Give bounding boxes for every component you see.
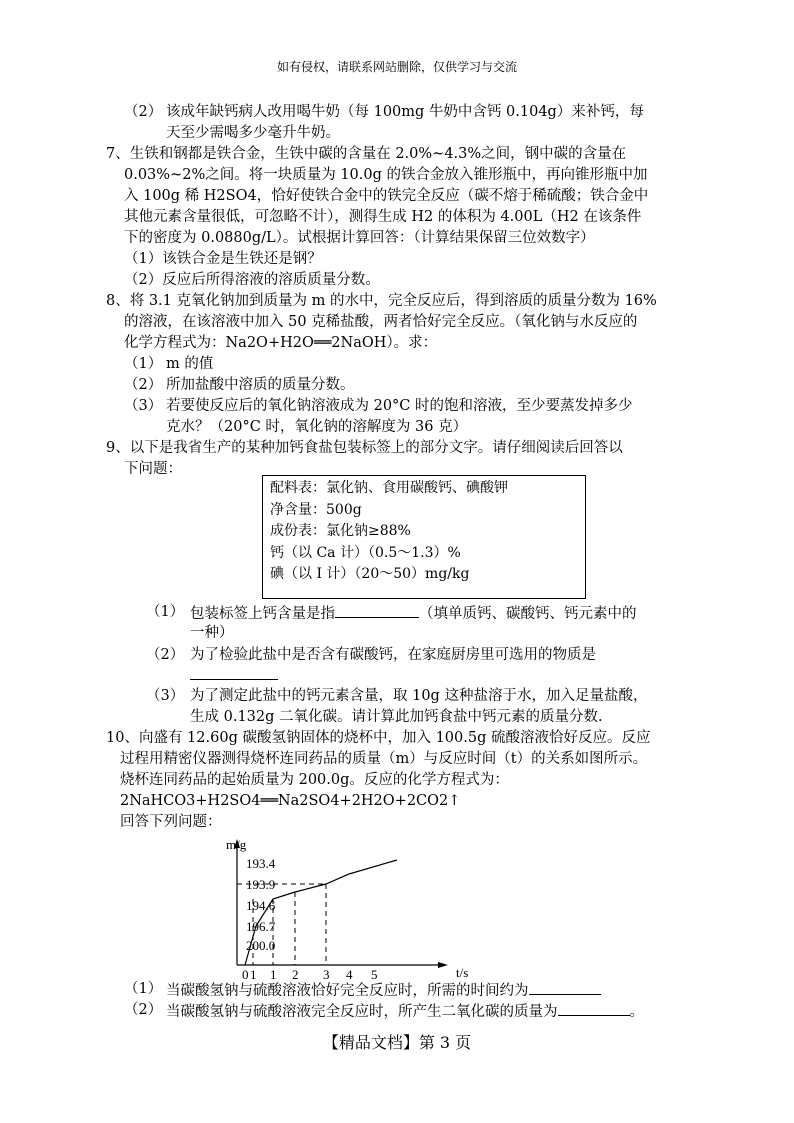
q10-sub1-text: 当碳酸氢钠与硫酸溶液恰好完全反应时，所需的时间约为: [166, 983, 529, 999]
chart-x-tick-1: 1: [250, 967, 257, 980]
q10-line2: 过程用精密仪器测得烧杯连同药品的质量（m）与反应时间（t）的关系如图所示。: [120, 751, 648, 767]
label-net-content: 净含量：500g: [270, 501, 362, 518]
q8-sub1: m 的值: [166, 356, 214, 372]
q7-line1: 7、生铁和钢都是铁合金，生铁中碳的含量在 2.0%~4.3%之间，钢中碳的含量在: [106, 146, 627, 162]
q7-line4: 其他元素含量很低，可忽略不计），测得生成 H2 的体积为 4.00L（H2 在该条件: [124, 209, 642, 225]
q9-sub1-line2: 一种）: [190, 625, 234, 641]
q10-sub2-number: （2）: [124, 1002, 163, 1018]
q10-sub2-line: [166, 1000, 644, 1023]
chart-x-label: t/s: [456, 965, 469, 980]
chart-x-tick-2: 1: [270, 967, 277, 980]
q7-sub1: （1）该铁合金是生铁还是钢？: [124, 251, 322, 267]
q6-sub2-number: （2）: [124, 104, 163, 120]
q7-sub2: （2）反应后所得溶液的溶质质量分数。: [124, 272, 380, 288]
q9-sub1-text-a: 包装标签上钙含量是指: [190, 606, 335, 622]
label-ingredients: 配料表：氯化钠、食用碳酸钙、碘酸钾: [270, 480, 508, 496]
q6-sub2-line2: 天至少需喝多少毫升牛奶。: [166, 125, 340, 141]
q10-line5: 回答下列问题：: [120, 814, 222, 830]
q9-sub1-number: （1）: [146, 604, 185, 620]
q8-sub3-line1: 若要使反应后的氧化钠溶液成为 20°C 时的饱和溶液，至少要蒸发掉多少: [166, 398, 633, 414]
q7-line3: 入 100g 稀 H2SO4，恰好使铁合金中的铁完全反应（碳不熔于稀硫酸；铁合金中: [124, 188, 649, 204]
q9-sub2-number: （2）: [146, 647, 185, 663]
q8-line2: 的溶液，在该溶液中加入 50 克稀盐酸，两者恰好完全反应。（氧化钠与水反应的: [124, 314, 638, 330]
q9-sub1-text-b: （填单质钙、碳酸钙、钙元素中的: [419, 606, 637, 622]
q10-sub2-text: 当碳酸氢钠与硫酸溶液完全反应时，所产生二氧化碳的质量为: [166, 1004, 558, 1020]
q9-line1: 9、以下是我省生产的某种加钙食盐包装标签上的部分文字。请仔细阅读后回答以: [106, 440, 623, 456]
q7-line2: 0.03%~2%之间。将一块质量为 10.0g 的铁合金放入锥形瓶中，再向锥形瓶中加: [124, 167, 648, 183]
q10-sub2-end: 。: [629, 1004, 644, 1020]
q8-sub3-number: （3）: [124, 398, 163, 414]
q9-line2: 下问题：: [124, 461, 182, 477]
q9-sub1-line1: [190, 602, 637, 625]
chart-y-tick-2: 194.6: [246, 898, 276, 913]
q8-line1: 8、将 3.1 克氧化钠加到质量为 m 的水中，完全反应后，得到溶质的质量分数为 16%: [106, 293, 657, 309]
q10-sub2-answer-blank[interactable]: [558, 1000, 630, 1016]
page-header: 如有侵权，请联系网站删除，仅供学习与交流: [276, 60, 517, 74]
chart-y-tick-3: 196.7: [246, 919, 276, 934]
q8-sub2-number: （2）: [124, 377, 163, 393]
q8-sub1-number: （1）: [124, 356, 163, 372]
page-footer: 【精品文档】第 3 页: [322, 1033, 472, 1052]
chart-x-tick-0: 0: [242, 967, 249, 980]
salt-package-label-box: [262, 475, 586, 599]
q9-sub2-answer-blank[interactable]: [190, 665, 278, 680]
q10-equation: 2NaHCO3+H2SO4══Na2SO4+2H2O+2CO2↑: [120, 793, 461, 809]
q10-sub1-line: [166, 979, 601, 1002]
chart-y-tick-labels: [246, 856, 276, 953]
chart-y-label: m/g: [226, 837, 247, 852]
chart-x-axis-arrow: [438, 962, 448, 968]
q10-line3: 烧杯连同药品的起始质量为 200.0g。反应的化学方程式为：: [120, 772, 509, 788]
q6-sub2-line1: 该成年缺钙病人改用喝牛奶（每 100mg 牛奶中含钙 0.104g）来补钙，每: [166, 104, 644, 120]
chart-y-tick-1: 193.9: [246, 877, 276, 892]
q9-sub3-line1: 为了测定此盐中的钙元素含量，取 10g 这种盐溶于水，加入足量盐酸，: [190, 688, 648, 704]
q10-sub1-answer-blank[interactable]: [529, 979, 601, 995]
q9-sub3-number: （3）: [146, 688, 185, 704]
q8-sub3-line2: 克水？（20°C 时，氧化钠的溶解度为 36 克）: [166, 419, 468, 435]
q10-sub1-number: （1）: [124, 981, 163, 997]
q10-line1: 10、向盛有 12.60g 碳酸氢钠固体的烧杯中，加入 100.5g 硫酸溶液恰好反应。反应: [106, 730, 651, 746]
q9-sub1-answer-blank[interactable]: [335, 602, 419, 618]
q9-sub2: 为了检验此盐中是否含有碳酸钙，在家庭厨房里可选用的物质是: [190, 647, 596, 663]
label-composition: 成份表：氯化钠≥88%: [270, 523, 411, 539]
label-iodine: 碘（以 I 计）（20～50）mg/kg: [270, 566, 470, 582]
chart-x-tick-3: 2: [292, 967, 299, 980]
chart-x-tick-4: 3: [323, 967, 330, 980]
chart-y-tick-0: 193.4: [246, 856, 276, 871]
chart-y-tick-4: 200.0: [246, 938, 276, 953]
q8-line3: 化学方程式为：Na2O+H2O══2NaOH）。求：: [124, 335, 438, 351]
label-calcium: 钙（以 Ca 计）（0.5～1.3）%: [270, 544, 461, 561]
chart-x-tick-6: 5: [371, 967, 378, 980]
mass-time-chart: [200, 830, 490, 980]
q9-sub3-line2: 生成 0.132g 二氧化碳。请计算此加钙食盐中钙元素的质量分数.: [190, 709, 603, 725]
q8-sub2: 所加盐酸中溶质的质量分数。: [166, 377, 355, 393]
q7-line5: 下的密度为 0.0880g/L）。试根据计算回答：（计算结果保留三位效数字）: [124, 230, 595, 246]
chart-x-tick-5: 4: [346, 967, 353, 980]
